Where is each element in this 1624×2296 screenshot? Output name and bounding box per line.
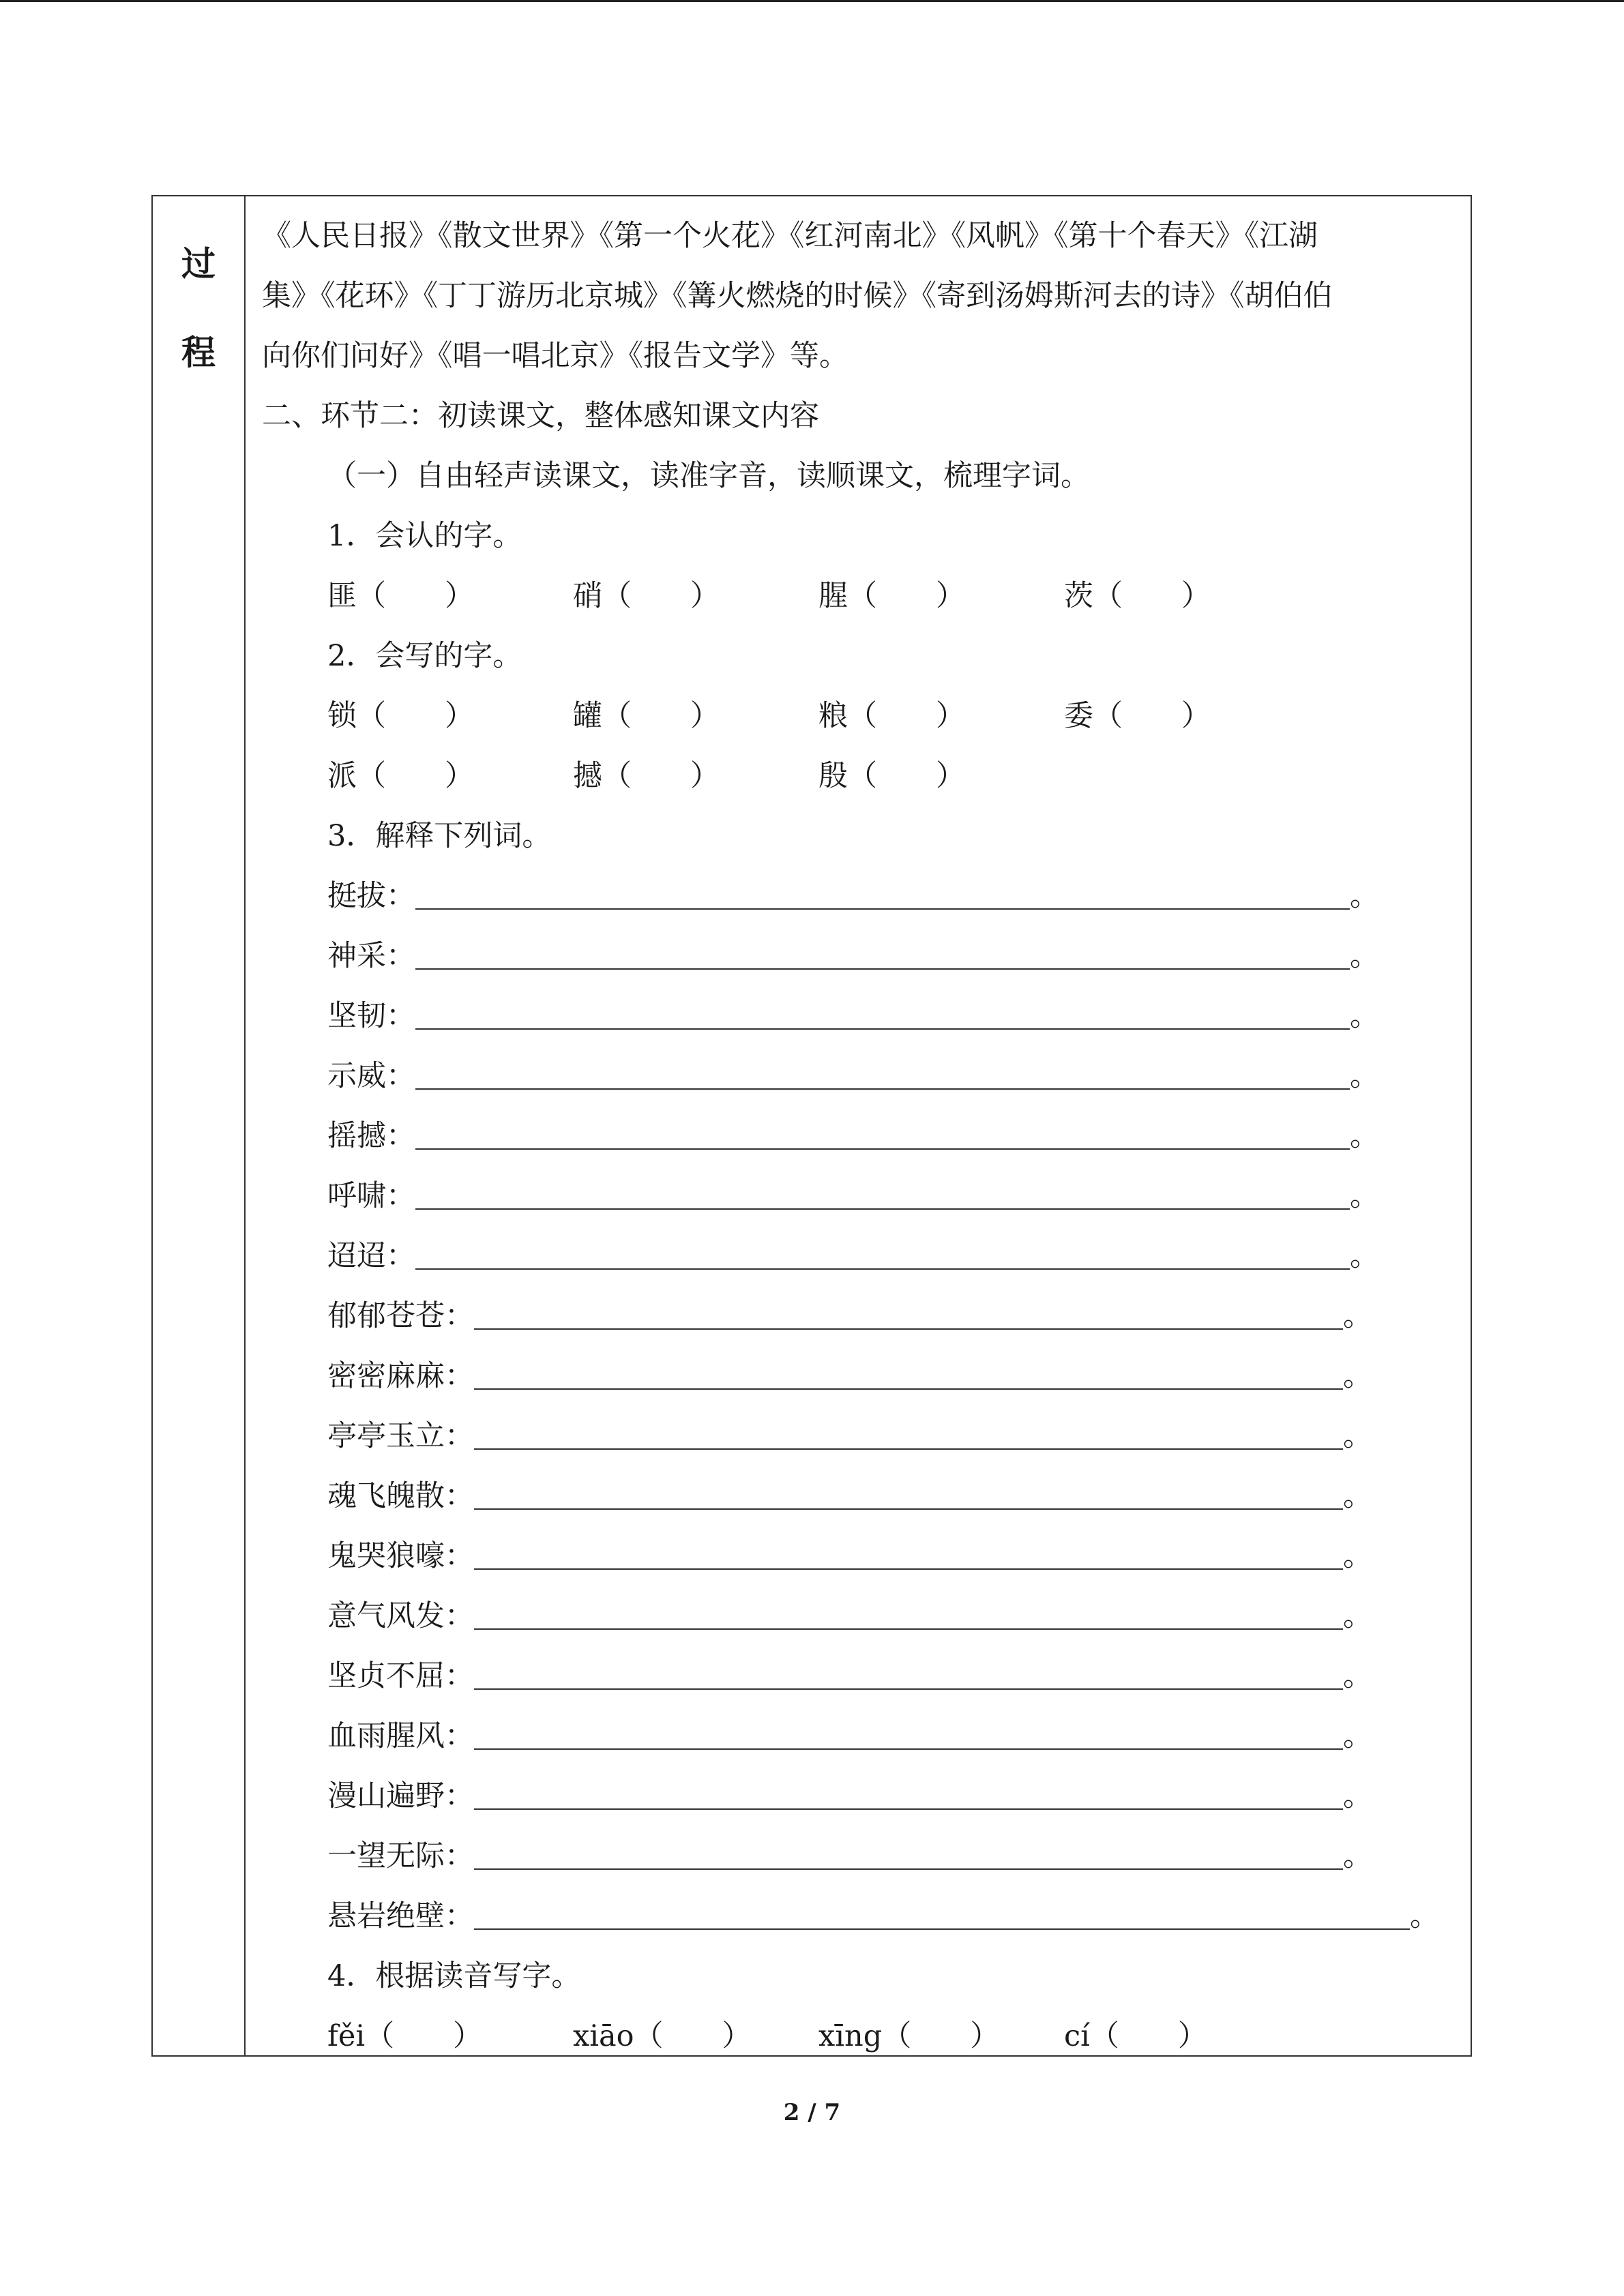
definition-term: 一望无际： xyxy=(327,1839,474,1873)
pinyin-blank: cí（ ） xyxy=(1064,2019,1207,2053)
paragraph-line: 《人民日报》《散文世界》《第一个火花》《红河南北》《风帆》《第十个春天》《江湖 xyxy=(262,219,1318,253)
end-mark: 。 xyxy=(1343,1359,1372,1393)
answer-blank-line[interactable] xyxy=(415,1208,1350,1210)
answer-blank-line[interactable] xyxy=(474,1748,1343,1750)
item1-title: 1．会认的字。 xyxy=(327,519,522,553)
definition-term: 悬岩绝壁： xyxy=(327,1899,474,1933)
answer-blank-line[interactable] xyxy=(415,1028,1350,1030)
end-mark: 。 xyxy=(1343,1299,1372,1333)
recognize-chars-row xyxy=(262,566,1462,626)
definition-row xyxy=(262,1886,1462,1946)
char-blank: 派（ ） xyxy=(327,759,474,793)
definition-term: 血雨腥风： xyxy=(327,1719,474,1753)
definition-row xyxy=(262,1526,1462,1586)
definition-row xyxy=(262,1586,1462,1646)
definition-term: 密密麻麻： xyxy=(327,1359,474,1393)
end-mark: 。 xyxy=(1350,1119,1379,1153)
definition-row xyxy=(262,1766,1462,1826)
definition-term: 迢迢： xyxy=(327,1239,415,1273)
side-label-char: 程 xyxy=(181,333,216,372)
definition-row xyxy=(262,1286,1462,1346)
answer-blank-line[interactable] xyxy=(474,1928,1410,1930)
answer-blank-line[interactable] xyxy=(415,908,1350,910)
definition-row xyxy=(262,926,1462,986)
char-blank: 殷（ ） xyxy=(818,759,965,793)
definition-row xyxy=(262,1046,1462,1106)
definition-term: 亭亭玉立： xyxy=(327,1419,474,1453)
end-mark: 。 xyxy=(1343,1779,1372,1813)
answer-blank-line[interactable] xyxy=(474,1688,1343,1690)
char-blank: 罐（ ） xyxy=(573,699,720,733)
definition-row xyxy=(262,1406,1462,1466)
definition-term: 郁郁苍苍： xyxy=(327,1299,474,1333)
char-blank: 硝（ ） xyxy=(573,579,720,613)
definition-term: 挺拔： xyxy=(327,879,415,913)
definition-list xyxy=(262,866,1462,1946)
definition-term: 漫山遍野： xyxy=(327,1779,474,1813)
answer-blank-line[interactable] xyxy=(474,1808,1343,1810)
definition-row xyxy=(262,866,1462,926)
pinyin-row xyxy=(262,2006,1462,2066)
item4-title: 4．根据读音写字。 xyxy=(327,1959,581,1993)
item3-title: 3．解释下列词。 xyxy=(327,819,552,853)
answer-blank-line[interactable] xyxy=(474,1628,1343,1630)
page-number: 2 / 7 xyxy=(783,2099,841,2126)
paragraph-line: 集》《花环》《丁丁游历北京城》《篝火燃烧的时候》《寄到汤姆斯河去的诗》《胡伯伯 xyxy=(262,279,1333,313)
char-blank: 茨（ ） xyxy=(1064,579,1211,613)
write-chars-row xyxy=(262,746,1462,806)
char-blank: 粮（ ） xyxy=(818,699,965,733)
end-mark: 。 xyxy=(1343,1479,1372,1513)
write-chars-row xyxy=(262,686,1462,746)
answer-blank-line[interactable] xyxy=(474,1328,1343,1330)
definition-term: 示威： xyxy=(327,1059,415,1093)
end-mark: 。 xyxy=(1343,1719,1372,1753)
answer-blank-line[interactable] xyxy=(415,1088,1350,1090)
answer-blank-line[interactable] xyxy=(474,1448,1343,1450)
definition-row xyxy=(262,1706,1462,1766)
answer-blank-line[interactable] xyxy=(474,1508,1343,1510)
definition-term: 鬼哭狼嚎： xyxy=(327,1539,474,1573)
paragraph-line: 向你们问好》《唱一唱北京》《报告文学》等。 xyxy=(262,339,848,373)
char-blank: 匪（ ） xyxy=(327,579,474,613)
definition-row xyxy=(262,1646,1462,1706)
definition-row xyxy=(262,1106,1462,1166)
item2-title: 2．会写的字。 xyxy=(327,639,522,673)
answer-blank-line[interactable] xyxy=(474,1868,1343,1870)
answer-blank-line[interactable] xyxy=(415,968,1350,970)
end-mark: 。 xyxy=(1350,939,1379,973)
definition-row xyxy=(262,1826,1462,1886)
definition-row xyxy=(262,1226,1462,1286)
definition-row xyxy=(262,1166,1462,1226)
end-mark: 。 xyxy=(1350,1179,1379,1213)
top-border-line xyxy=(0,0,1624,2)
lesson-table xyxy=(151,195,1472,2057)
definition-term: 坚韧： xyxy=(327,999,415,1033)
definition-term: 呼啸： xyxy=(327,1179,415,1213)
end-mark: 。 xyxy=(1343,1659,1372,1693)
content-cell xyxy=(262,206,1462,2066)
end-mark: 。 xyxy=(1343,1539,1372,1573)
definition-term: 魂飞魄散： xyxy=(327,1479,474,1513)
pinyin-blank: xiāo（ ） xyxy=(573,2019,752,2053)
answer-blank-line[interactable] xyxy=(415,1268,1350,1270)
end-mark: 。 xyxy=(1350,1059,1379,1093)
char-blank: 撼（ ） xyxy=(573,759,720,793)
end-mark: 。 xyxy=(1343,1599,1372,1633)
end-mark: 。 xyxy=(1410,1899,1439,1933)
definition-term: 意气风发： xyxy=(327,1599,474,1633)
end-mark: 。 xyxy=(1343,1839,1372,1873)
side-label xyxy=(153,220,244,397)
end-mark: 。 xyxy=(1350,999,1379,1033)
end-mark: 。 xyxy=(1350,1239,1379,1273)
subsection-heading: （一）自由轻声读课文，读准字音，读顺课文，梳理字词。 xyxy=(327,459,1090,493)
char-blank: 委（ ） xyxy=(1064,699,1211,733)
definition-term: 摇撼： xyxy=(327,1119,415,1153)
answer-blank-line[interactable] xyxy=(415,1148,1350,1150)
definition-row xyxy=(262,1466,1462,1526)
definition-row xyxy=(262,1346,1462,1406)
side-label-char: 过 xyxy=(181,244,216,284)
end-mark: 。 xyxy=(1343,1419,1372,1453)
definition-term: 坚贞不屈： xyxy=(327,1659,474,1693)
pinyin-blank: fěi（ ） xyxy=(327,2019,483,2053)
char-blank: 锁（ ） xyxy=(327,699,474,733)
pinyin-blank: xīng（ ） xyxy=(818,2019,1000,2053)
section-heading: 二、环节二：初读课文，整体感知课文内容 xyxy=(262,399,819,433)
char-blank: 腥（ ） xyxy=(818,579,965,613)
definition-term: 神采： xyxy=(327,939,415,973)
definition-row xyxy=(262,986,1462,1046)
end-mark: 。 xyxy=(1350,879,1379,913)
answer-blank-line[interactable] xyxy=(474,1568,1343,1570)
column-divider xyxy=(244,196,246,2055)
answer-blank-line[interactable] xyxy=(474,1388,1343,1390)
